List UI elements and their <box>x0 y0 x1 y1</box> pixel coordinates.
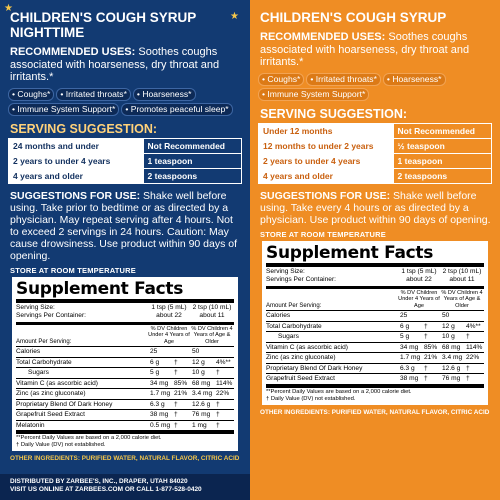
suggestions-label: SUGGESTIONS FOR USE: <box>260 189 391 202</box>
amount-4-and-older: 76 mg <box>442 375 461 382</box>
dose-table <box>258 123 492 184</box>
title-line: CHILDREN'S COUGH SYRUP <box>10 10 197 25</box>
suggestions-for-use <box>10 190 242 262</box>
suggestions-for-use <box>260 190 492 226</box>
nutrient-row <box>266 343 484 354</box>
storage-note: STORE AT ROOM TEMPERATURE <box>260 229 386 239</box>
supplement-footnotes <box>16 431 234 449</box>
other-ingredients: OTHER INGREDIENTS: PURIFIED WATER, NATURAL FLAVOR, CITRIC ACID <box>260 408 490 416</box>
daytime-title <box>260 10 492 25</box>
footnote: **Percent Daily Values are based on a 2,000 calorie diet. <box>266 388 412 395</box>
dose-row <box>9 139 241 154</box>
dv-4-and-older: † <box>466 375 470 382</box>
nutrient-row <box>16 410 234 421</box>
daytime-panel <box>250 0 500 500</box>
dv-under-4: † <box>424 322 428 330</box>
supplement-facts-title: Supplement Facts <box>16 280 234 303</box>
recommended-uses-text: Soothes coughs associated with hoarseness, dry throat and irritants.* <box>10 46 220 83</box>
amount-under-4: 25 <box>400 312 408 319</box>
serving-size-value: 1 tsp (5 mL) <box>151 303 187 311</box>
servings-per-container-row <box>266 276 484 284</box>
amount-under-4: 1.7 mg <box>400 354 421 361</box>
dv-4-and-older <box>466 311 484 321</box>
amount-under-4: 6.3 g <box>150 400 165 408</box>
amount-4-and-older: 50 <box>192 348 200 355</box>
supplement-footnotes <box>266 385 484 403</box>
nutrient-row <box>16 358 234 369</box>
footnote: † Daily Value (DV) not established. <box>266 395 356 402</box>
footnote: **Percent Daily Values are based on a 2,000 calorie diet. <box>16 435 162 441</box>
servings-per-container-row <box>16 312 234 320</box>
nutrient-name: Vitamin C (as ascorbic acid) <box>16 379 98 387</box>
distributor-line: DISTRIBUTED BY ZARBEE'S, INC., DRAPER, UTAH 84020 <box>10 478 188 485</box>
serving-info <box>266 267 484 289</box>
dose-amount: 2 teaspoons <box>397 170 448 181</box>
dv-under-4: † <box>174 421 178 429</box>
nutrient-rows <box>16 347 234 431</box>
dv-column-header: % DV Children Under 4 Years of Age <box>148 325 190 345</box>
amount-under-4: 25 <box>150 348 158 355</box>
dv-4-and-older: 22% <box>466 354 480 361</box>
serving-size-row <box>266 268 484 276</box>
dv-under-4: † <box>174 400 178 408</box>
amount-4-and-older: 10 g <box>192 369 205 376</box>
serving-size-value: 1 tsp (5 mL) <box>401 267 437 275</box>
nutrient-row <box>266 322 484 333</box>
dv-under-4: † <box>174 358 178 366</box>
nutrient-name: Melatonin <box>16 421 45 429</box>
nutrient-name: Proprietary Blend Of Dark Honey <box>266 364 363 372</box>
dose-age: 2 years to under 4 years <box>9 154 144 168</box>
supplement-facts-title: Supplement Facts <box>266 244 484 267</box>
amount-per-serving-label: Amount Per Serving: <box>266 302 322 309</box>
dv-column-headers <box>266 289 484 312</box>
amount-under-4: 5 g <box>400 333 410 340</box>
benefit-pill: • Immune System Support* <box>258 88 369 101</box>
dose-age: 4 years and older <box>259 169 394 183</box>
star-icon: ★ <box>230 11 239 22</box>
dv-under-4: 85% <box>424 343 438 351</box>
serving-suggestion-heading: SERVING SUGGESTION: <box>260 106 408 121</box>
dv-under-4: † <box>424 333 428 340</box>
dv-under-4: 21% <box>174 390 188 397</box>
amount-4-and-older: 12 g <box>192 358 205 366</box>
dv-4-and-older: 4%** <box>466 322 481 330</box>
amount-4-and-older: 1 mg <box>192 421 207 429</box>
amount-4-and-older: 50 <box>442 312 450 319</box>
amount-4-and-older: 10 g <box>442 333 455 340</box>
amount-4-and-older: 12 g <box>442 322 455 330</box>
recommended-uses <box>260 31 492 69</box>
dv-4-and-older: † <box>466 364 470 372</box>
footnote: † Daily Value (DV) not established. <box>16 442 106 448</box>
amount-under-4: 34 mg <box>400 343 419 351</box>
recommended-uses-label: RECOMMENDED USES: <box>260 31 386 43</box>
nutrient-row <box>266 364 484 375</box>
amount-under-4: 0.5 mg <box>150 421 171 429</box>
nighttime-title <box>10 10 242 40</box>
dose-amount: 1 teaspoon <box>147 155 193 166</box>
benefit-pill: • Immune System Support* <box>8 103 119 116</box>
dv-4-and-older <box>216 347 234 357</box>
dose-age: 4 years and older <box>9 169 144 183</box>
dv-4-and-older: † <box>216 369 220 376</box>
benefit-pill: • Hoarseness* <box>383 73 446 86</box>
dose-amount: Not Recommended <box>397 125 476 136</box>
nutrient-row <box>16 421 234 432</box>
benefit-pills <box>8 88 242 116</box>
nutrient-name: Zinc (as zinc gluconate) <box>266 354 336 361</box>
dv-under-4: 21% <box>424 354 438 361</box>
distributor-info <box>0 474 250 500</box>
suggestions-text: Shake well before using. Take every 4 hours or as directed by a physician. Use product within 90 days of opening. <box>260 189 491 226</box>
benefit-pill: • Promotes peaceful sleep* <box>121 103 232 116</box>
dose-amount: ½ teaspoon <box>397 140 445 151</box>
storage-note: STORE AT ROOM TEMPERATURE <box>10 265 136 275</box>
dv-4-and-older: † <box>216 400 220 408</box>
serving-size-value: 2 tsp (10 mL) <box>442 267 482 275</box>
benefit-pill: • Coughs* <box>8 88 54 101</box>
amount-4-and-older: 12.6 g <box>442 364 461 372</box>
dose-row <box>259 169 491 183</box>
amount-under-4: 6 g <box>150 358 160 366</box>
amount-under-4: 1.7 mg <box>150 390 171 397</box>
other-ingredients: OTHER INGREDIENTS: PURIFIED WATER, NATURAL FLAVOR, CITRIC ACID <box>10 455 240 462</box>
supplement-facts-panel <box>12 277 238 452</box>
dv-under-4 <box>424 311 442 321</box>
amount-under-4: 38 mg <box>150 411 169 418</box>
dv-under-4: † <box>424 375 428 382</box>
nutrient-name: Proprietary Blend Of Dark Honey <box>16 400 113 408</box>
nutrient-name: Total Carbohydrate <box>16 358 72 366</box>
supplement-facts-panel <box>262 241 488 405</box>
dose-amount: Not Recommended <box>147 140 226 151</box>
serving-size-label: Serving Size: <box>16 303 55 311</box>
amount-4-and-older: 68 mg <box>192 379 211 387</box>
dv-4-and-older: † <box>466 333 470 340</box>
servings-label: Servings Per Container: <box>16 311 87 319</box>
nutrient-row <box>16 379 234 390</box>
dose-row <box>9 154 241 169</box>
amount-under-4: 38 mg <box>400 375 419 382</box>
dv-4-and-older: 22% <box>216 390 230 397</box>
dv-column-headers <box>16 325 234 348</box>
servings-value: about 22 <box>406 275 432 283</box>
nutrient-name: Vitamin C (as ascorbic acid) <box>266 343 348 351</box>
dv-under-4: 85% <box>174 379 188 387</box>
nutrient-row <box>16 400 234 411</box>
benefit-pills <box>258 73 492 101</box>
star-icon: ★ <box>4 3 13 14</box>
dv-under-4: † <box>424 364 428 372</box>
servings-label: Servings Per Container: <box>266 275 337 283</box>
amount-under-4: 6 g <box>400 322 410 330</box>
nutrient-name: Grapefruit Seed Extract <box>16 411 85 418</box>
benefit-pill: • Hoarseness* <box>133 88 196 101</box>
nutrient-name: Calories <box>16 348 41 355</box>
serving-info <box>16 303 234 325</box>
dose-row <box>259 124 491 139</box>
nutrient-name: Sugars <box>28 369 49 376</box>
amount-under-4: 6.3 g <box>400 364 415 372</box>
nutrient-name: Calories <box>266 312 291 319</box>
nutrient-name: Grapefruit Seed Extract <box>266 375 335 382</box>
amount-under-4: 34 mg <box>150 379 169 387</box>
dv-4-and-older: 114% <box>466 343 483 351</box>
dose-row <box>259 139 491 154</box>
dose-age: 12 months to under 2 years <box>259 139 394 153</box>
dose-age: Under 12 months <box>259 124 394 138</box>
recommended-uses-label: RECOMMENDED USES: <box>10 46 136 58</box>
servings-value: about 11 <box>449 275 475 283</box>
amount-4-and-older: 3.4 mg <box>442 354 463 361</box>
nutrient-row <box>266 374 484 385</box>
dv-under-4: † <box>174 411 178 418</box>
dose-amount: 2 teaspoons <box>147 170 198 181</box>
dv-4-and-older: † <box>216 411 220 418</box>
dv-4-and-older: 114% <box>216 379 233 387</box>
dose-age: 24 months and under <box>9 139 144 153</box>
suggestions-label: SUGGESTIONS FOR USE: <box>10 189 141 202</box>
recommended-uses-text: Soothes coughs associated with hoarseness, dry throat and irritants.* <box>260 31 470 68</box>
dv-4-and-older: 4%** <box>216 358 231 366</box>
dv-under-4 <box>174 347 192 357</box>
dv-column-header: % DV Children 4 Years of Age & Older <box>191 325 233 345</box>
nutrient-row <box>266 311 484 322</box>
distributor-contact: VISIT US ONLINE AT ZARBEES.COM OR CALL 1-877-528-0420 <box>10 486 202 493</box>
benefit-pill: • Irritated throats* <box>306 73 381 86</box>
title-line: NIGHTTIME <box>10 25 85 40</box>
dv-under-4: † <box>174 369 178 376</box>
dv-column-header: % DV Children Under 4 Years of Age <box>398 289 440 309</box>
servings-value: about 22 <box>156 311 182 319</box>
dv-4-and-older: † <box>216 421 220 429</box>
title-line: CHILDREN'S COUGH SYRUP <box>260 10 447 25</box>
dose-row <box>259 154 491 169</box>
nutrient-rows <box>266 311 484 385</box>
nutrient-row <box>16 368 234 379</box>
dose-row <box>9 169 241 183</box>
nutrient-row <box>16 347 234 358</box>
amount-4-and-older: 12.6 g <box>192 400 211 408</box>
benefit-pill: • Irritated throats* <box>56 88 131 101</box>
nutrient-name: Sugars <box>278 333 299 340</box>
dose-age: 2 years to under 4 years <box>259 154 394 168</box>
dose-amount: 1 teaspoon <box>397 155 443 166</box>
dv-column-header: % DV Children 4 Years of Age & Older <box>441 289 483 309</box>
amount-under-4: 5 g <box>150 369 160 376</box>
serving-size-value: 2 tsp (10 mL) <box>192 303 232 311</box>
amount-per-serving-label: Amount Per Serving: <box>16 338 72 345</box>
amount-4-and-older: 68 mg <box>442 343 461 351</box>
amount-4-and-older: 3.4 mg <box>192 390 213 397</box>
serving-size-label: Serving Size: <box>266 267 305 275</box>
nutrient-name: Total Carbohydrate <box>266 322 322 330</box>
serving-size-row <box>16 304 234 312</box>
benefit-pill: • Coughs* <box>258 73 304 86</box>
nutrient-name: Zinc (as zinc gluconate) <box>16 390 86 397</box>
recommended-uses <box>10 46 242 84</box>
nutrient-row <box>266 332 484 343</box>
suggestions-text: Shake well before using. Take prior to bedtime or as directed by a physician. May repeat serving after 4 hours. Not to exceed 2 servings in 24 hours. Caution: May cause drowsiness. Use product within 90 days of opening. <box>10 189 238 262</box>
serving-suggestion-heading: SERVING SUGGESTION: <box>10 121 158 136</box>
nutrient-row <box>266 353 484 364</box>
dose-table <box>8 138 242 184</box>
amount-4-and-older: 76 mg <box>192 411 211 418</box>
servings-value: about 11 <box>199 311 225 319</box>
nutrient-row <box>16 389 234 400</box>
